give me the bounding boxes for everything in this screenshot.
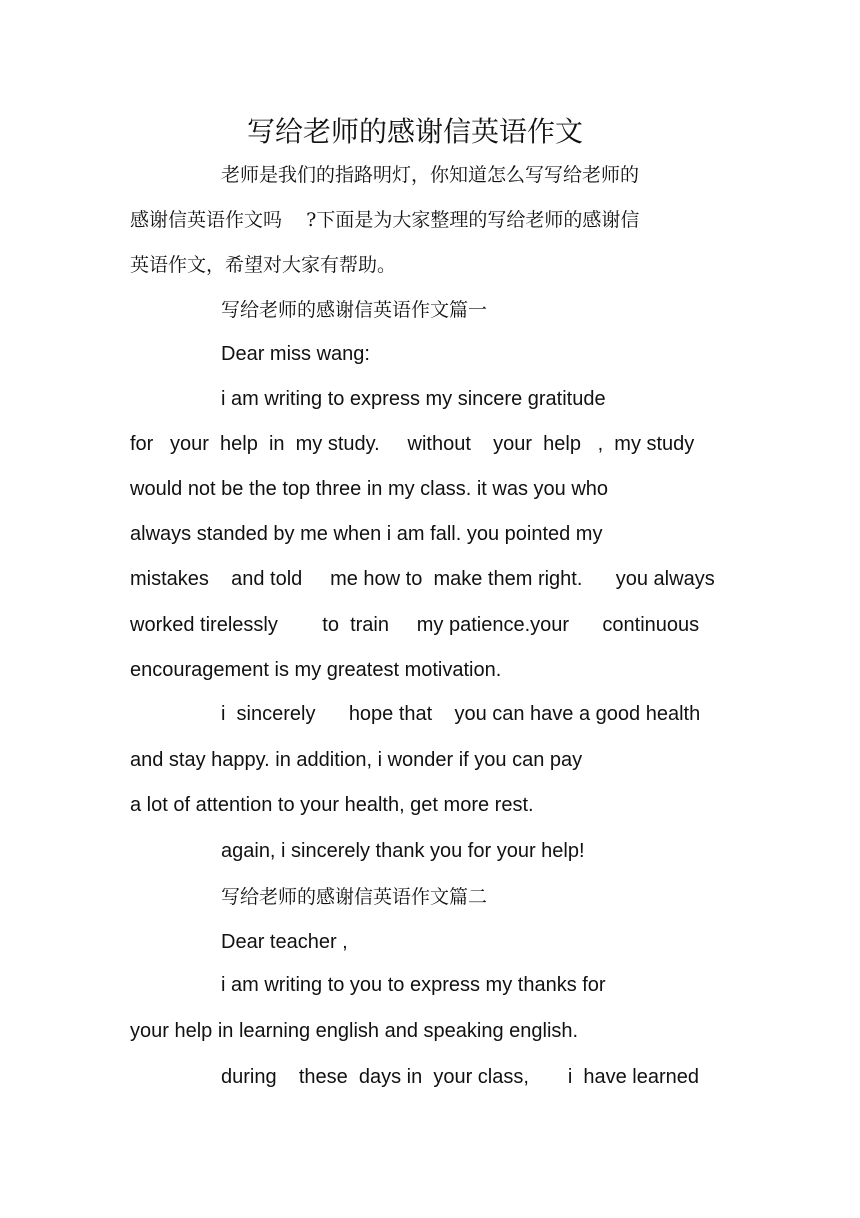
document-title: 写给老师的感谢信英语作文 — [246, 115, 583, 148]
letter1-line-10: a lot of attention to your health, get more rest. — [130, 794, 534, 816]
salutation-2: Dear teacher , — [221, 931, 348, 953]
section-heading-2: 写给老师的感谢信英语作文篇二 — [221, 886, 488, 908]
letter2-line-2: your help in learning english and speaking english. — [130, 1020, 579, 1042]
letter1-line-5: mistakes and told me how to make them right. you always — [130, 568, 715, 590]
letter1-line-3: would not be the top three in my class. it was you who — [130, 478, 609, 500]
letter1-line-8: i sincerely hope that you can have a good health — [221, 703, 701, 725]
section-heading-1: 写给老师的感谢信英语作文篇一 — [221, 299, 488, 321]
letter1-line-6: worked tirelessly to train my patience.your continuous — [130, 614, 700, 636]
letter2-line-3: during these days in your class, i have learned — [221, 1066, 700, 1088]
salutation-1: Dear miss wang: — [221, 343, 370, 365]
letter1-line-7: encouragement is my greatest motivation. — [130, 659, 502, 681]
intro-line-1: 老师是我们的指路明灯，你知道怎么写写给老师的 — [221, 164, 640, 186]
letter1-line-1: i am writing to express my sincere gratitude — [221, 388, 606, 410]
letter1-line-2: for your help in my study. without your help , my study — [130, 433, 695, 455]
letter1-line-9: and stay happy. in addition, i wonder if you can pay — [130, 749, 583, 771]
intro-line-2: 感谢信英语作文吗 ?下面是为大家整理的写给老师的感谢信 — [130, 209, 640, 231]
letter1-line-4: always standed by me when i am fall. you pointed my — [130, 523, 603, 545]
letter2-line-1: i am writing to you to express my thanks for — [221, 974, 606, 996]
intro-line-3: 英语作文，希望对大家有帮助。 — [130, 254, 397, 276]
letter1-closing: again, i sincerely thank you for your help! — [221, 840, 585, 862]
